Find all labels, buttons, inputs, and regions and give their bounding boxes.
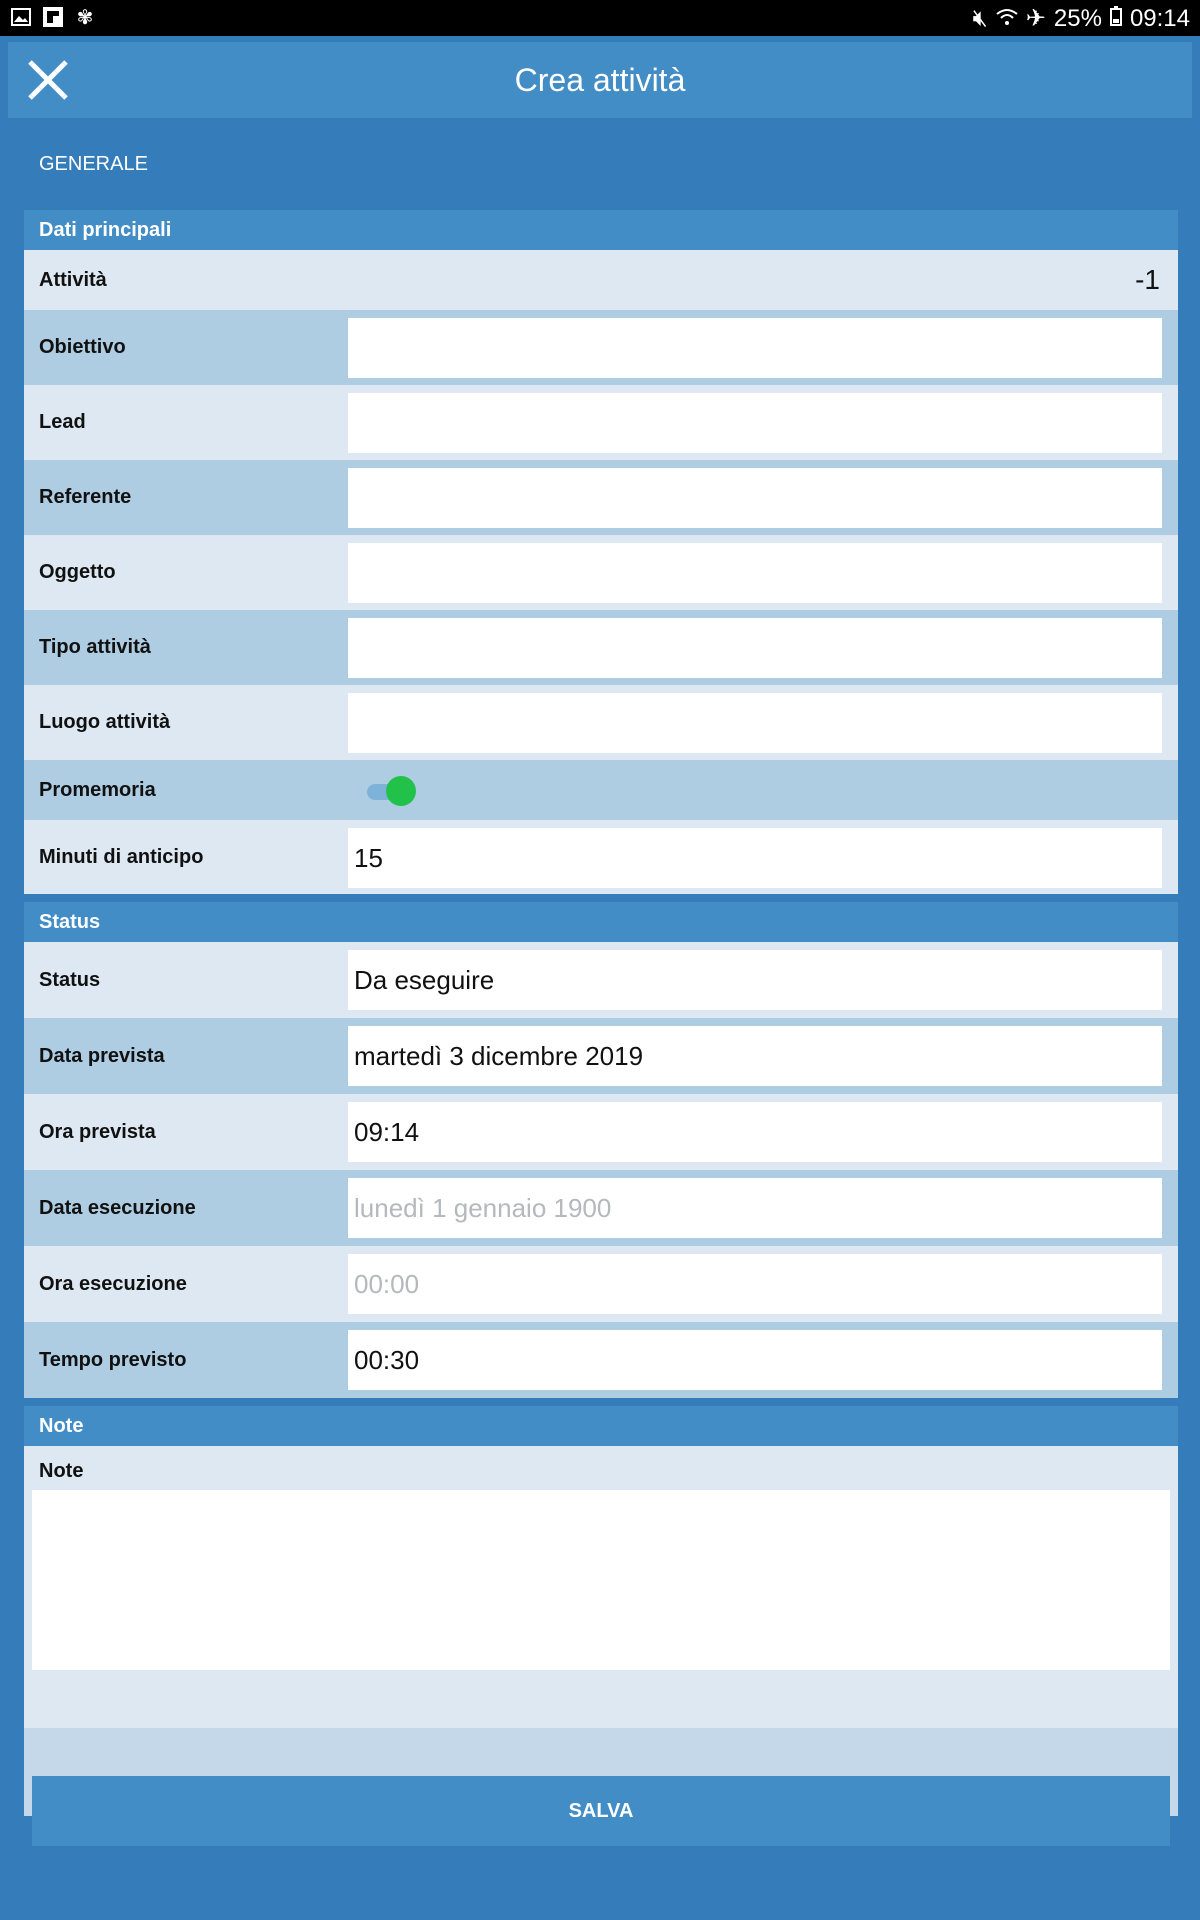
status-bar bbox=[0, 0, 1200, 36]
notes-section bbox=[24, 1406, 1178, 1822]
flipboard-icon bbox=[42, 6, 64, 28]
row-subject bbox=[24, 535, 1178, 610]
notes-label: Note bbox=[39, 1460, 84, 1482]
contact-label: Referente bbox=[39, 486, 132, 508]
expected-time-input[interactable] bbox=[348, 1330, 1162, 1390]
contact-input[interactable] bbox=[348, 468, 1162, 528]
planned-time-input[interactable] bbox=[348, 1102, 1162, 1162]
activity-label: Attività bbox=[39, 268, 107, 291]
row-location bbox=[24, 685, 1178, 760]
image-icon bbox=[10, 6, 32, 28]
row-activity bbox=[24, 250, 1178, 310]
row-minutes bbox=[24, 820, 1178, 894]
row-reminder bbox=[24, 760, 1178, 820]
planned-time-label: Ora prevista bbox=[39, 1120, 156, 1143]
row-activity-type bbox=[24, 610, 1178, 685]
row-contact bbox=[24, 460, 1178, 535]
clock: 09:14 bbox=[1129, 4, 1190, 32]
objective-input[interactable] bbox=[348, 318, 1162, 378]
lead-input[interactable] bbox=[348, 393, 1162, 453]
row-exec-time bbox=[24, 1246, 1178, 1322]
subject-label: Oggetto bbox=[39, 561, 116, 583]
subject-input[interactable] bbox=[348, 543, 1162, 603]
section-header-notes: Note bbox=[24, 1406, 1178, 1446]
planned-date-label: Data prevista bbox=[39, 1044, 165, 1067]
fan-icon: ✾ bbox=[76, 6, 94, 29]
exec-date-input[interactable] bbox=[348, 1178, 1162, 1238]
status-section bbox=[24, 902, 1178, 1398]
save-button[interactable]: SALVA bbox=[32, 1776, 1170, 1846]
main-data-section bbox=[24, 210, 1178, 894]
row-planned-time bbox=[24, 1094, 1178, 1170]
planned-date-input[interactable] bbox=[348, 1026, 1162, 1086]
row-expected-time bbox=[24, 1322, 1178, 1398]
lead-label: Lead bbox=[39, 411, 86, 433]
status-input[interactable] bbox=[348, 950, 1162, 1010]
battery-icon bbox=[1110, 5, 1122, 33]
row-objective bbox=[24, 310, 1178, 385]
objective-label: Obiettivo bbox=[39, 336, 126, 358]
exec-time-input[interactable] bbox=[348, 1254, 1162, 1314]
row-exec-date bbox=[24, 1170, 1178, 1246]
activity-type-input[interactable] bbox=[348, 618, 1162, 678]
reminder-toggle[interactable] bbox=[364, 776, 416, 806]
expected-time-label: Tempo previsto bbox=[39, 1348, 187, 1371]
minutes-label: Minuti di anticipo bbox=[39, 845, 204, 868]
exec-date-label: Data esecuzione bbox=[39, 1196, 196, 1219]
activity-value: -1 bbox=[1135, 264, 1160, 295]
section-header-main: Dati principali bbox=[24, 210, 1178, 250]
wifi-icon bbox=[996, 5, 1018, 33]
battery-level: 25% bbox=[1053, 4, 1102, 32]
exec-time-label: Ora esecuzione bbox=[39, 1272, 187, 1295]
section-header-status: Status bbox=[24, 902, 1178, 942]
minutes-input[interactable] bbox=[348, 828, 1162, 888]
activity-type-label: Tipo attività bbox=[39, 636, 151, 658]
location-input[interactable] bbox=[348, 693, 1162, 753]
airplane-icon: ✈ bbox=[1025, 5, 1046, 32]
app-bar bbox=[8, 42, 1192, 118]
notes-textarea[interactable] bbox=[32, 1490, 1170, 1670]
page-title: Crea attività bbox=[514, 62, 686, 98]
notes-body bbox=[24, 1446, 1178, 1822]
toggle-thumb bbox=[386, 776, 416, 806]
location-label: Luogo attività bbox=[39, 711, 171, 733]
row-lead bbox=[24, 385, 1178, 460]
reminder-label: Promemoria bbox=[39, 778, 156, 801]
status-label: Status bbox=[39, 968, 101, 991]
row-status bbox=[24, 942, 1178, 1018]
tab-generale[interactable]: GENERALE bbox=[39, 153, 148, 175]
row-planned-date bbox=[24, 1018, 1178, 1094]
mute-icon: 🔇︎ bbox=[972, 4, 988, 32]
